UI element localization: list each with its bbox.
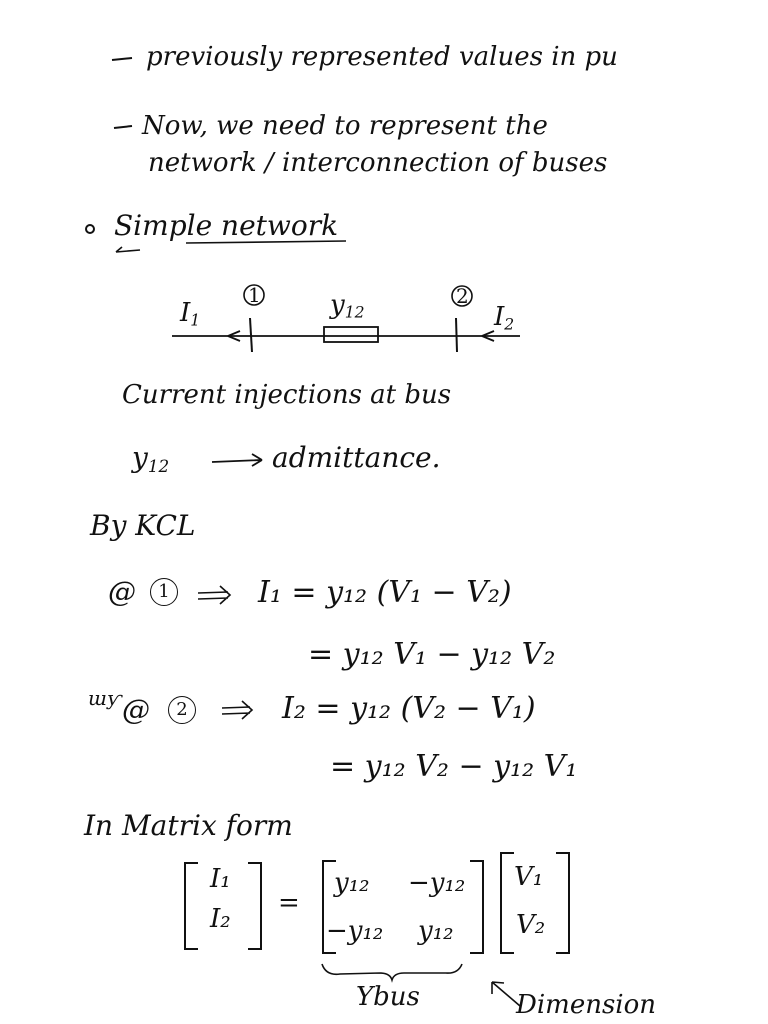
bullet-dot [86,225,94,233]
implies-arrow-1 [198,586,230,604]
y12-label: $y_{12}$ [330,290,365,322]
at-symbol-2: @ [122,693,150,726]
kcl-eq-4: = y₁₂ V₂ − y₁₂ V₁ [330,749,578,784]
v-bracket-right [556,852,570,954]
dash-line2 [114,126,132,128]
rhs-v1: V₁ [514,862,544,892]
section-title: Simple network [114,209,339,242]
v-bracket-left [500,852,514,954]
lhs-bracket-left [184,862,198,950]
bus2-bar [456,318,457,352]
y-11: y₁₂ [334,868,370,898]
bus1-circled: 1 [150,578,178,606]
y12-symbol: $y_{12}$ [132,441,170,477]
bus1-bar [250,318,252,352]
lhs-i1: I₁ [210,864,231,894]
admittance-arrow [212,454,262,466]
note-now: Now, we need to represent the [142,111,548,141]
bus1-label: 1 [248,283,261,307]
admittance-text: admittance. [272,441,441,474]
current-injections-text: Current injections at bus [122,380,452,410]
dimension-label: Dimension [516,990,657,1020]
i1-label: $I_1$ [180,298,201,330]
kcl-eq-2: = y₁₂ V₁ − y₁₂ V₂ [308,637,556,672]
margin-scribble: ɯƴ [88,686,122,710]
i2-label: $I_2$ [494,302,515,334]
y-22: y₁₂ [418,916,454,946]
bus2-label: 2 [456,284,469,308]
note-network: network / interconnection of buses [148,148,608,178]
kcl-heading: By KCL [90,509,196,542]
y-21: −y₁₂ [326,916,384,946]
y-bracket-right [470,860,484,954]
y-12: −y₁₂ [408,868,466,898]
matrix-equals: = [278,888,300,918]
ybus-brace [322,964,462,980]
implies-arrow-2 [222,701,252,719]
note-previously: previously represented values in pu [146,42,618,72]
kcl-eq-3: I₂ = y₁₂ (V₂ − V₁) [282,691,536,726]
kcl-eq-1: I₁ = y₁₂ (V₁ − V₂) [258,575,512,610]
lhs-i2: I₂ [210,904,231,934]
lhs-bracket-right [248,862,262,950]
bus2-circled: 2 [168,696,196,724]
admittance-box [324,327,378,342]
rhs-v2: V₂ [516,910,546,940]
at-symbol-1: @ [108,575,136,608]
underline-arrow [116,247,140,252]
dash-line1 [112,58,132,60]
matrix-heading: In Matrix form [84,809,293,842]
ybus-label: Ybus [356,982,420,1012]
